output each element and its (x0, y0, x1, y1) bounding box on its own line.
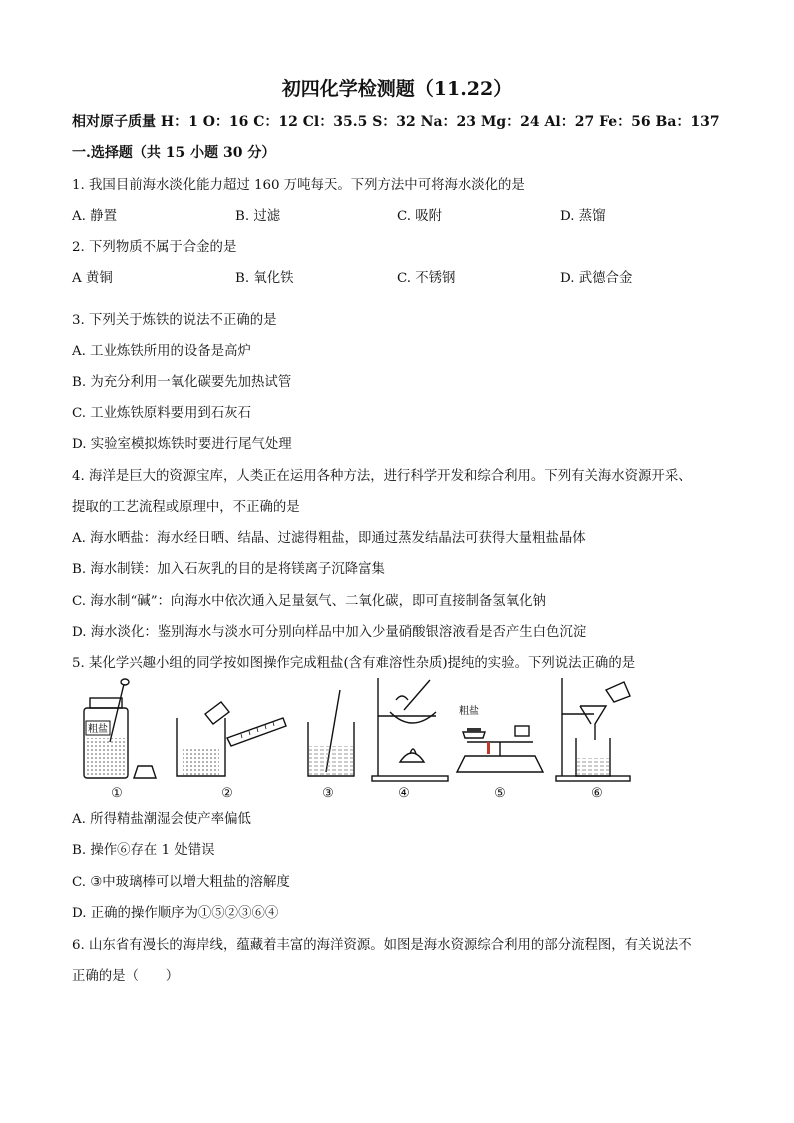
q3-option-a: A. 工业炼铁所用的设备是高炉 (72, 344, 251, 359)
q2-option-d: D. 武德合金 (560, 271, 633, 286)
q1-stem: 1. 我国目前海水淡化能力超过 160 万吨每天。下列方法中可将海水淡化的是 (72, 178, 525, 193)
section-heading: 一.选择题（共 15 小题 30 分） (72, 145, 276, 161)
q3-option-c: C. 工业炼铁原料要用到石灰石 (72, 406, 251, 421)
figure-3-label: ③ (322, 786, 334, 801)
atomic-masses: 相对原子质量 H：1 O：16 C：12 Cl：35.5 S：32 Na：23 Mg：24 Al：27 Fe：56 Ba：137 (72, 114, 720, 130)
q6-stem-line2: 正确的是（ ） (72, 969, 180, 984)
figure-4-evaporating (370, 676, 455, 784)
q4-option-a: A. 海水晒盐：海水经日晒、结晶、过滤得粗盐，即通过蒸发结晶法可获得大量粗盐晶体 (72, 531, 586, 546)
q4-option-b: B. 海水制镁：加入石灰乳的目的是将镁离子沉降富集 (72, 562, 385, 577)
q1-option-a: A. 静置 (72, 209, 117, 224)
figure-3-stirring (298, 676, 368, 784)
q3-stem: 3. 下列关于炼铁的说法不正确的是 (72, 313, 277, 328)
q5-option-d: D. 正确的操作顺序为①⑤②③⑥④ (72, 906, 279, 921)
q5-option-b: B. 操作⑥存在 1 处错误 (72, 843, 215, 858)
q5-option-a: A. 所得精盐潮湿会使产率偏低 (72, 812, 251, 827)
q4-stem-line2: 提取的工艺流程或原理中，不正确的是 (72, 500, 300, 515)
q6-stem-line1: 6. 山东省有漫长的海岸线，蕴藏着丰富的海洋资源。如图是海水资源综合利用的部分流程图，有关说法不 (72, 938, 692, 953)
figure-1-jar (70, 676, 160, 784)
figure-5-label: ⑤ (494, 786, 506, 801)
q4-option-c: C. 海水制“碱”：向海水中依次通入足量氨气、二氧化碳，即可直接制备氢氧化钠 (72, 594, 546, 609)
jar-label: 粗盐 (88, 724, 108, 735)
q3-option-d: D. 实验室模拟炼铁时要进行尾气处理 (72, 437, 292, 452)
q2-option-c: C. 不锈钢 (397, 271, 456, 286)
q4-option-d: D. 海水淡化：鉴别海水与淡水可分别向样品中加入少量硝酸银溶液看是否产生白色沉淀 (72, 625, 587, 640)
figure-2-dissolving (165, 676, 290, 784)
q2-option-a: A 黄铜 (72, 271, 113, 286)
q4-stem-line1: 4. 海洋是巨大的资源宝库，人类正在运用各种方法，进行科学开发和综合利用。下列有关海水资源开采、 (72, 469, 692, 484)
q1-option-d: D. 蒸馏 (560, 209, 606, 224)
q5-figure (70, 676, 650, 804)
figure-1-label: ① (111, 786, 123, 801)
figure-5-balance (453, 676, 548, 784)
figure-6-label: ⑥ (591, 786, 603, 801)
figure-4-label: ④ (398, 786, 410, 801)
figure-6-filtering (548, 676, 640, 784)
balance-label: 粗盐 (459, 706, 479, 717)
q1-option-c: C. 吸附 (397, 209, 443, 224)
q2-option-b: B. 氧化铁 (235, 271, 294, 286)
page-title: 初四化学检测题（11.22） (281, 78, 513, 100)
q2-stem: 2. 下列物质不属于合金的是 (72, 240, 237, 255)
q5-stem: 5. 某化学兴趣小组的同学按如图操作完成粗盐(含有难溶性杂质)提纯的实验。下列说法正确的是 (72, 656, 636, 671)
q3-option-b: B. 为充分利用一氧化碳要先加热试管 (72, 375, 292, 390)
q5-option-c: C. ③中玻璃棒可以增大粗盐的溶解度 (72, 875, 290, 890)
q1-option-b: B. 过滤 (235, 209, 281, 224)
figure-2-label: ② (221, 786, 233, 801)
